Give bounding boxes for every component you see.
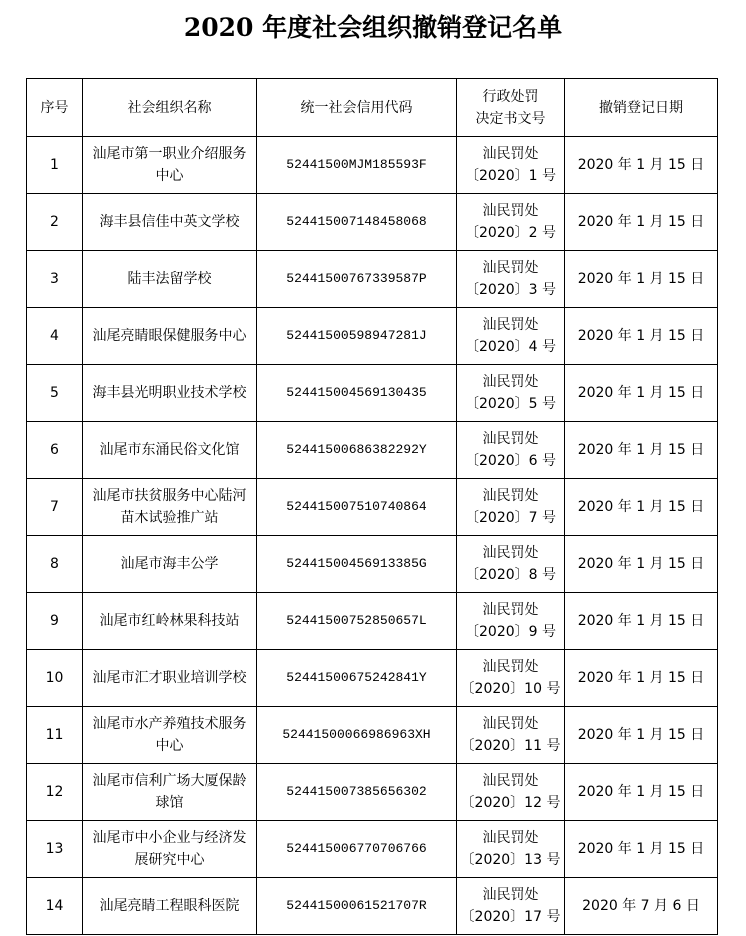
cell-doc-line2: 〔2020〕17 号 (460, 909, 561, 925)
cell-doc (457, 707, 565, 764)
table-row (27, 650, 718, 707)
cell-doc-line2: 〔2020〕2 号 (465, 225, 556, 241)
cell-name: 海丰县光明职业技术学校 (83, 365, 257, 422)
cell-doc-line1: 汕民罚处 (482, 374, 539, 390)
table-row (27, 707, 718, 764)
cell-doc (457, 479, 565, 536)
cell-code: 52441500752850657L (257, 593, 457, 650)
cell-index: 6 (27, 422, 83, 479)
cell-code: 524415004569130435 (257, 365, 457, 422)
cell-doc-line2: 〔2020〕12 号 (460, 795, 561, 811)
cell-date: 2020 年 1 月 15 日 (565, 422, 718, 479)
cell-date: 2020 年 1 月 15 日 (565, 707, 718, 764)
cell-name: 汕尾市扶贫服务中心陆河苗木试验推广站 (83, 479, 257, 536)
header-name: 社会组织名称 (83, 79, 257, 137)
header-date: 撤销登记日期 (565, 79, 718, 137)
cell-code: 52441500675242841Y (257, 650, 457, 707)
cell-name: 陆丰法留学校 (83, 251, 257, 308)
cell-doc (457, 764, 565, 821)
cell-name: 汕尾市水产养殖技术服务中心 (83, 707, 257, 764)
table-row (27, 251, 718, 308)
header-code: 统一社会信用代码 (257, 79, 457, 137)
cell-doc-line2: 〔2020〕9 号 (465, 624, 556, 640)
cell-index: 7 (27, 479, 83, 536)
header-index: 序号 (27, 79, 83, 137)
cell-doc-line1: 汕民罚处 (482, 659, 539, 675)
cell-doc (457, 194, 565, 251)
cell-doc-line1: 汕民罚处 (482, 716, 539, 732)
cell-doc (457, 251, 565, 308)
cell-name: 汕尾市海丰公学 (83, 536, 257, 593)
cell-doc (457, 650, 565, 707)
table-row (27, 308, 718, 365)
cell-doc-line2: 〔2020〕6 号 (465, 453, 556, 469)
cell-name: 汕尾市信利广场大厦保龄球馆 (83, 764, 257, 821)
revocation-table (26, 78, 718, 935)
cell-name: 汕尾亮睛眼保健服务中心 (83, 308, 257, 365)
cell-index: 9 (27, 593, 83, 650)
cell-index: 5 (27, 365, 83, 422)
cell-doc (457, 137, 565, 194)
cell-code: 524415007148458068 (257, 194, 457, 251)
cell-date: 2020 年 1 月 15 日 (565, 308, 718, 365)
header-doc (457, 79, 565, 137)
cell-doc-line1: 汕民罚处 (482, 773, 539, 789)
cell-doc-line2: 〔2020〕13 号 (460, 852, 561, 868)
cell-code: 52441500767339587P (257, 251, 457, 308)
cell-name: 汕尾市中小企业与经济发展研究中心 (83, 821, 257, 878)
cell-doc-line2: 〔2020〕7 号 (465, 510, 556, 526)
cell-doc-line1: 汕民罚处 (482, 146, 539, 162)
cell-date: 2020 年 1 月 15 日 (565, 365, 718, 422)
cell-index: 1 (27, 137, 83, 194)
cell-doc-line2: 〔2020〕1 号 (465, 168, 556, 184)
cell-code: 524415007510740864 (257, 479, 457, 536)
table-row (27, 593, 718, 650)
cell-code: 52441500598947281J (257, 308, 457, 365)
cell-date: 2020 年 1 月 15 日 (565, 821, 718, 878)
cell-doc (457, 821, 565, 878)
cell-code: 52441500686382292Y (257, 422, 457, 479)
table-row (27, 365, 718, 422)
cell-doc-line1: 汕民罚处 (482, 260, 539, 276)
cell-name: 汕尾亮睛工程眼科医院 (83, 878, 257, 935)
cell-index: 13 (27, 821, 83, 878)
cell-date: 2020 年 1 月 15 日 (565, 593, 718, 650)
cell-index: 11 (27, 707, 83, 764)
cell-doc-line1: 汕民罚处 (482, 830, 539, 846)
cell-code: 52441500061521707R (257, 878, 457, 935)
cell-doc-line1: 汕民罚处 (482, 602, 539, 618)
cell-name: 汕尾市汇才职业培训学校 (83, 650, 257, 707)
cell-date: 2020 年 1 月 15 日 (565, 764, 718, 821)
cell-doc-line1: 汕民罚处 (482, 488, 539, 504)
cell-doc (457, 422, 565, 479)
table-row (27, 422, 718, 479)
page-title: 2020 年度社会组织撤销登记名单 (183, 13, 563, 42)
cell-doc-line2: 〔2020〕4 号 (465, 339, 556, 355)
cell-index: 8 (27, 536, 83, 593)
cell-doc (457, 365, 565, 422)
cell-doc-line2: 〔2020〕11 号 (460, 738, 561, 754)
cell-doc-line1: 汕民罚处 (482, 203, 539, 219)
cell-index: 3 (27, 251, 83, 308)
cell-name: 汕尾市东涌民俗文化馆 (83, 422, 257, 479)
cell-doc-line1: 汕民罚处 (482, 545, 539, 561)
cell-doc-line1: 汕民罚处 (482, 317, 539, 333)
cell-doc (457, 308, 565, 365)
cell-index: 4 (27, 308, 83, 365)
cell-code: 52441500456913385G (257, 536, 457, 593)
table-row (27, 764, 718, 821)
cell-index: 2 (27, 194, 83, 251)
cell-code: 524415007385656302 (257, 764, 457, 821)
cell-code: 52441500MJM185593F (257, 137, 457, 194)
table-row (27, 821, 718, 878)
header-doc-line2: 决定书文号 (475, 110, 546, 127)
header-doc-line1: 行政处罚 (482, 88, 539, 105)
cell-date: 2020 年 1 月 15 日 (565, 137, 718, 194)
cell-index: 14 (27, 878, 83, 935)
cell-doc (457, 878, 565, 935)
cell-index: 10 (27, 650, 83, 707)
cell-index: 12 (27, 764, 83, 821)
cell-code: 52441500066986963XH (257, 707, 457, 764)
cell-doc-line2: 〔2020〕8 号 (465, 567, 556, 583)
cell-name: 海丰县信佳中英文学校 (83, 194, 257, 251)
cell-doc-line2: 〔2020〕10 号 (460, 681, 561, 697)
cell-date: 2020 年 7 月 6 日 (565, 878, 718, 935)
cell-date: 2020 年 1 月 15 日 (565, 251, 718, 308)
cell-doc-line1: 汕民罚处 (482, 431, 539, 447)
table-row (27, 878, 718, 935)
table-row (27, 479, 718, 536)
cell-code: 524415006770706766 (257, 821, 457, 878)
cell-doc-line2: 〔2020〕5 号 (465, 396, 556, 412)
cell-doc-line1: 汕民罚处 (482, 887, 539, 903)
table-header-row (27, 79, 718, 137)
cell-name: 汕尾市红岭林果科技站 (83, 593, 257, 650)
cell-doc-line2: 〔2020〕3 号 (465, 282, 556, 298)
cell-date: 2020 年 1 月 15 日 (565, 536, 718, 593)
cell-date: 2020 年 1 月 15 日 (565, 650, 718, 707)
table-row (27, 536, 718, 593)
cell-doc (457, 536, 565, 593)
cell-date: 2020 年 1 月 15 日 (565, 479, 718, 536)
cell-name: 汕尾市第一职业介绍服务中心 (83, 137, 257, 194)
table-row (27, 137, 718, 194)
table-row (27, 194, 718, 251)
cell-date: 2020 年 1 月 15 日 (565, 194, 718, 251)
cell-doc (457, 593, 565, 650)
